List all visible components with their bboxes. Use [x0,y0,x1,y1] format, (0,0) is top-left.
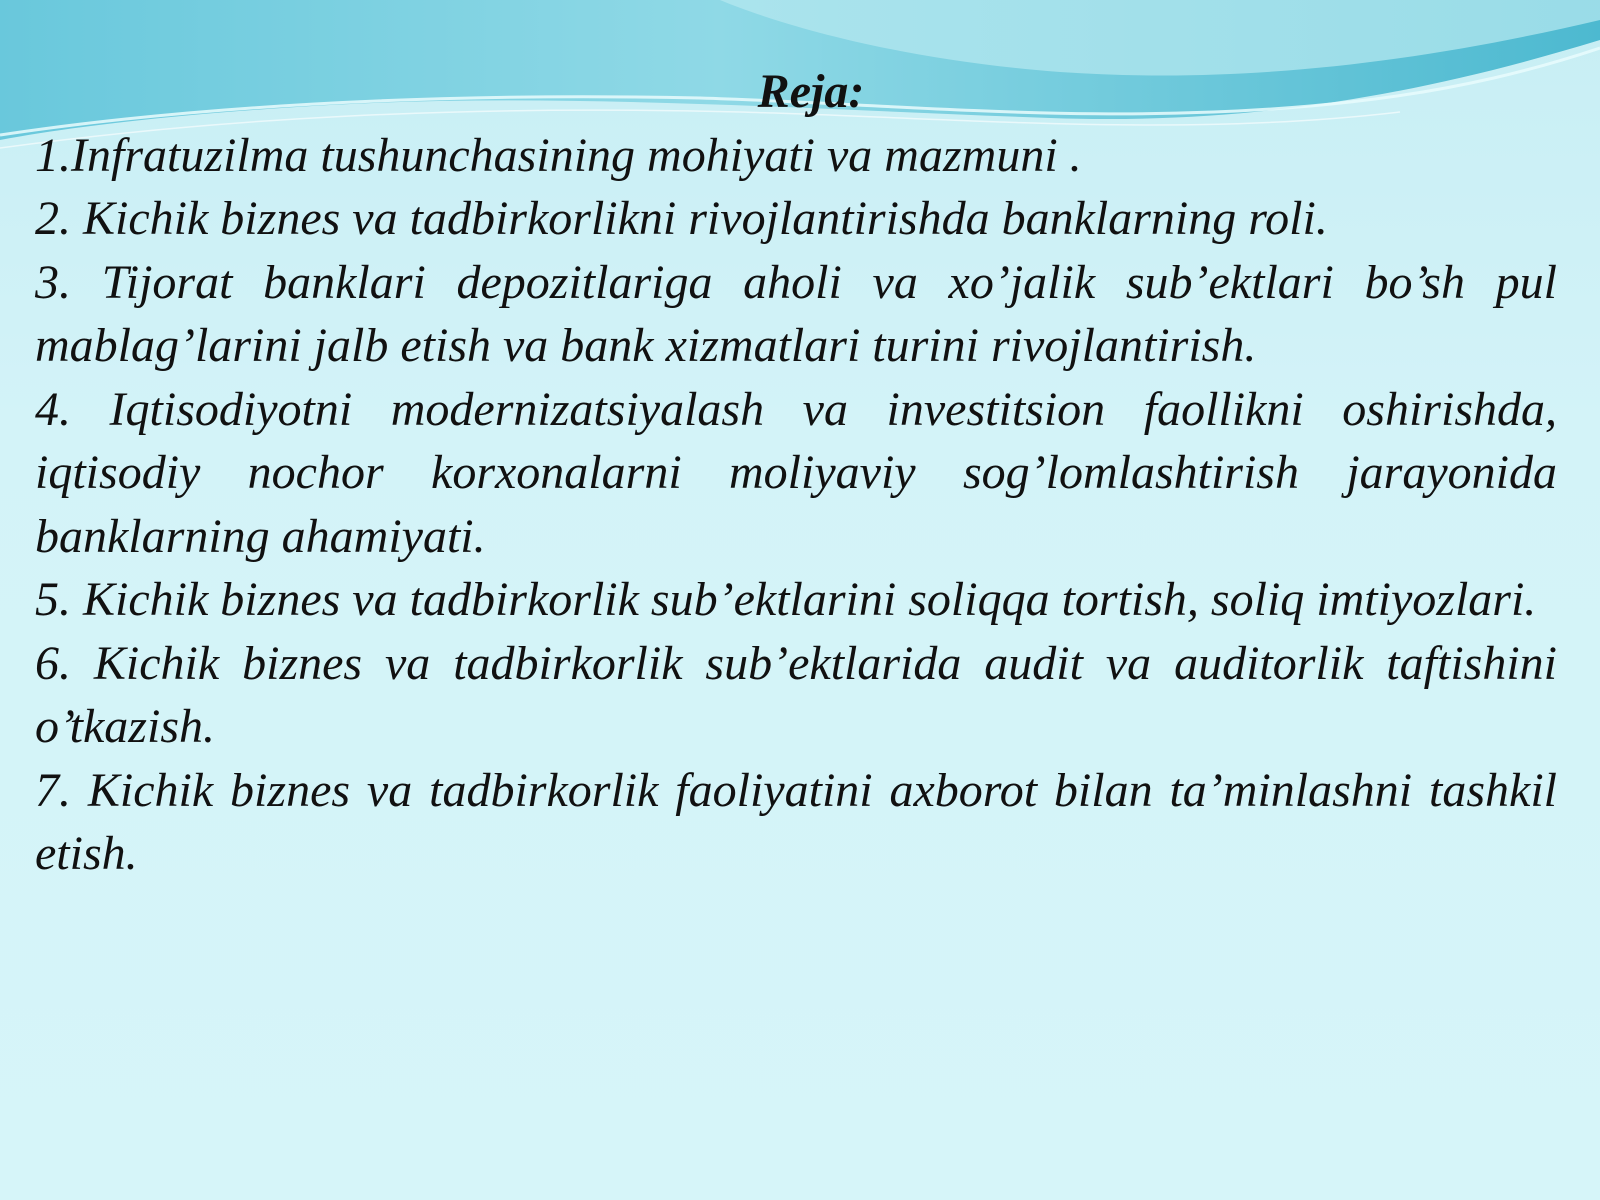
slide-content [35,60,1557,886]
slide-title: Reja: [757,65,865,118]
plan-item: 1.Infratuzilma tushunchasining mohiyati va mazmuni . [35,128,1082,182]
plan-list [35,124,1557,886]
plan-item: 4. Iqtisodiyotni modernizatsiyalash va investitsion faollikni oshirishda, iqtisodiy nochor korxonalarni moliyaviy sog’lomlashtirish jarayonida banklarning ahamiyati. [35,382,1557,563]
plan-item: 6. Kichik biznes va tadbirkorlik sub’ektlarida audit va auditorlik taftishini o’tkazish. [35,636,1557,753]
plan-item: 2. Kichik biznes va tadbirkorlikni rivojlantirishda banklarning roli. [35,192,1328,245]
plan-item: 7. Kichik biznes va tadbirkorlik faoliyatini axborot bilan ta’minlashni tashkil etish. [35,763,1557,880]
plan-item: 3. Tijorat banklari depozitlariga aholi va xo’jalik sub’ektlari bo’sh pul mablag’larini jalb etish va bank xizmatlari turini rivojlantirish. [35,255,1557,372]
plan-item: 5. Kichik biznes va tadbirkorlik sub’ektlarini soliqqa tortish, soliq imtiyozlari. [35,573,1537,626]
